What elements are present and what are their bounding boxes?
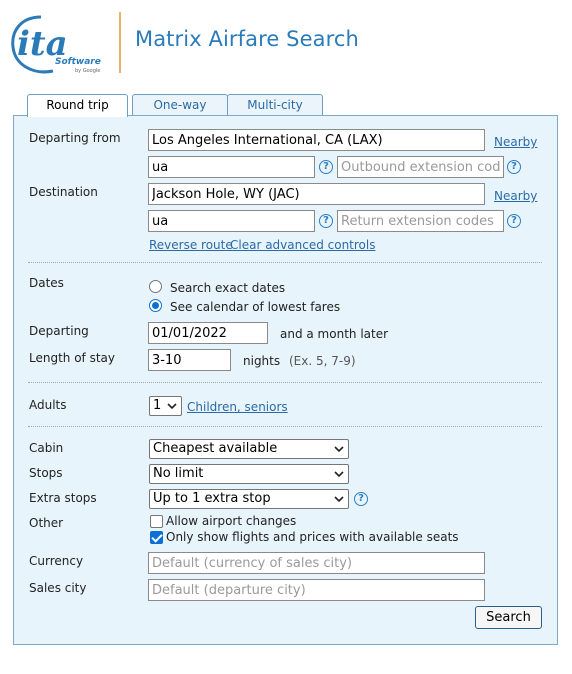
tab-multi-city[interactable]: Multi-city [227,94,323,116]
stops-select[interactable] [149,464,349,484]
adults-label: Adults [29,398,67,412]
logo-sub: Software [55,57,101,67]
return-extension-input[interactable] [337,210,504,232]
help-icon[interactable]: ? [507,160,521,174]
other-label: Other [29,516,64,530]
calendar-radio[interactable] [149,299,162,312]
exact-dates-radio[interactable] [149,280,162,293]
clear-advanced-controls-link[interactable]: Clear advanced controls [230,238,376,252]
children-seniors-link[interactable]: Children, seniors [187,400,288,414]
cabin-label: Cabin [29,441,64,455]
tab-one-way[interactable]: One-way [132,94,228,116]
ita-software-logo [11,13,111,77]
allow-airport-changes-label: Allow airport changes [166,514,297,528]
origin-input[interactable] [148,129,485,151]
calendar-label: See calendar of lowest fares [170,300,341,314]
sales-city-label: Sales city [29,581,87,595]
origin-nearby-link[interactable]: Nearby [494,135,538,149]
help-icon[interactable]: ? [319,160,333,174]
logo-by: by Google [75,68,101,74]
extra-stops-label: Extra stops [29,491,97,505]
divider [28,426,542,427]
stops-label: Stops [29,466,63,480]
divider [28,262,542,263]
destination-label: Destination [29,185,98,199]
departing-from-label: Departing from [29,131,121,145]
length-of-stay-input[interactable] [148,349,231,371]
help-icon[interactable]: ? [319,214,333,228]
allow-airport-changes-checkbox[interactable] [150,515,163,528]
logo-wordmark: ita [17,24,68,64]
help-icon[interactable]: ? [354,492,368,506]
destination-nearby-link[interactable]: Nearby [494,189,538,203]
available-seats-checkbox[interactable] [150,531,163,544]
available-seats-label: Only show flights and prices with available seats [166,530,459,544]
extra-stops-value: Up to 1 extra stop [153,491,271,506]
page-title: Matrix Airfare Search [135,27,359,51]
currency-label: Currency [29,554,84,568]
cabin-select[interactable] [149,439,349,459]
extra-stops-select[interactable] [149,489,349,509]
tab-round-trip[interactable]: Round trip [27,94,128,117]
departing-suffix: and a month later [280,327,389,341]
search-form-panel [13,115,558,645]
length-of-stay-label: Length of stay [29,351,115,365]
stops-value: No limit [153,466,204,481]
currency-input[interactable] [148,552,485,574]
chevron-down-icon [167,401,177,411]
nights-label: nights [243,354,281,368]
adults-value: 1 [153,398,162,413]
sales-city-input[interactable] [148,579,485,601]
destination-input[interactable] [148,183,485,205]
exact-dates-label: Search exact dates [170,281,286,295]
departing-date-input[interactable] [148,322,268,344]
chevron-down-icon [334,469,344,479]
chevron-down-icon [334,444,344,454]
outbound-extension-input[interactable] [337,156,504,178]
divider [28,382,542,383]
cabin-value: Cheapest available [153,441,278,456]
reverse-route-link[interactable]: Reverse route [149,238,233,252]
page-header [0,0,572,80]
search-button[interactable]: Search [475,606,542,629]
dates-label: Dates [29,276,64,290]
header-divider [119,12,121,73]
adults-select[interactable] [149,396,182,416]
departing-label: Departing [29,324,89,338]
help-icon[interactable]: ? [507,214,521,228]
outbound-routing-input[interactable] [148,156,315,178]
chevron-down-icon [334,494,344,504]
return-routing-input[interactable] [148,210,315,232]
stay-hint: (Ex. 5, 7-9) [289,354,356,368]
